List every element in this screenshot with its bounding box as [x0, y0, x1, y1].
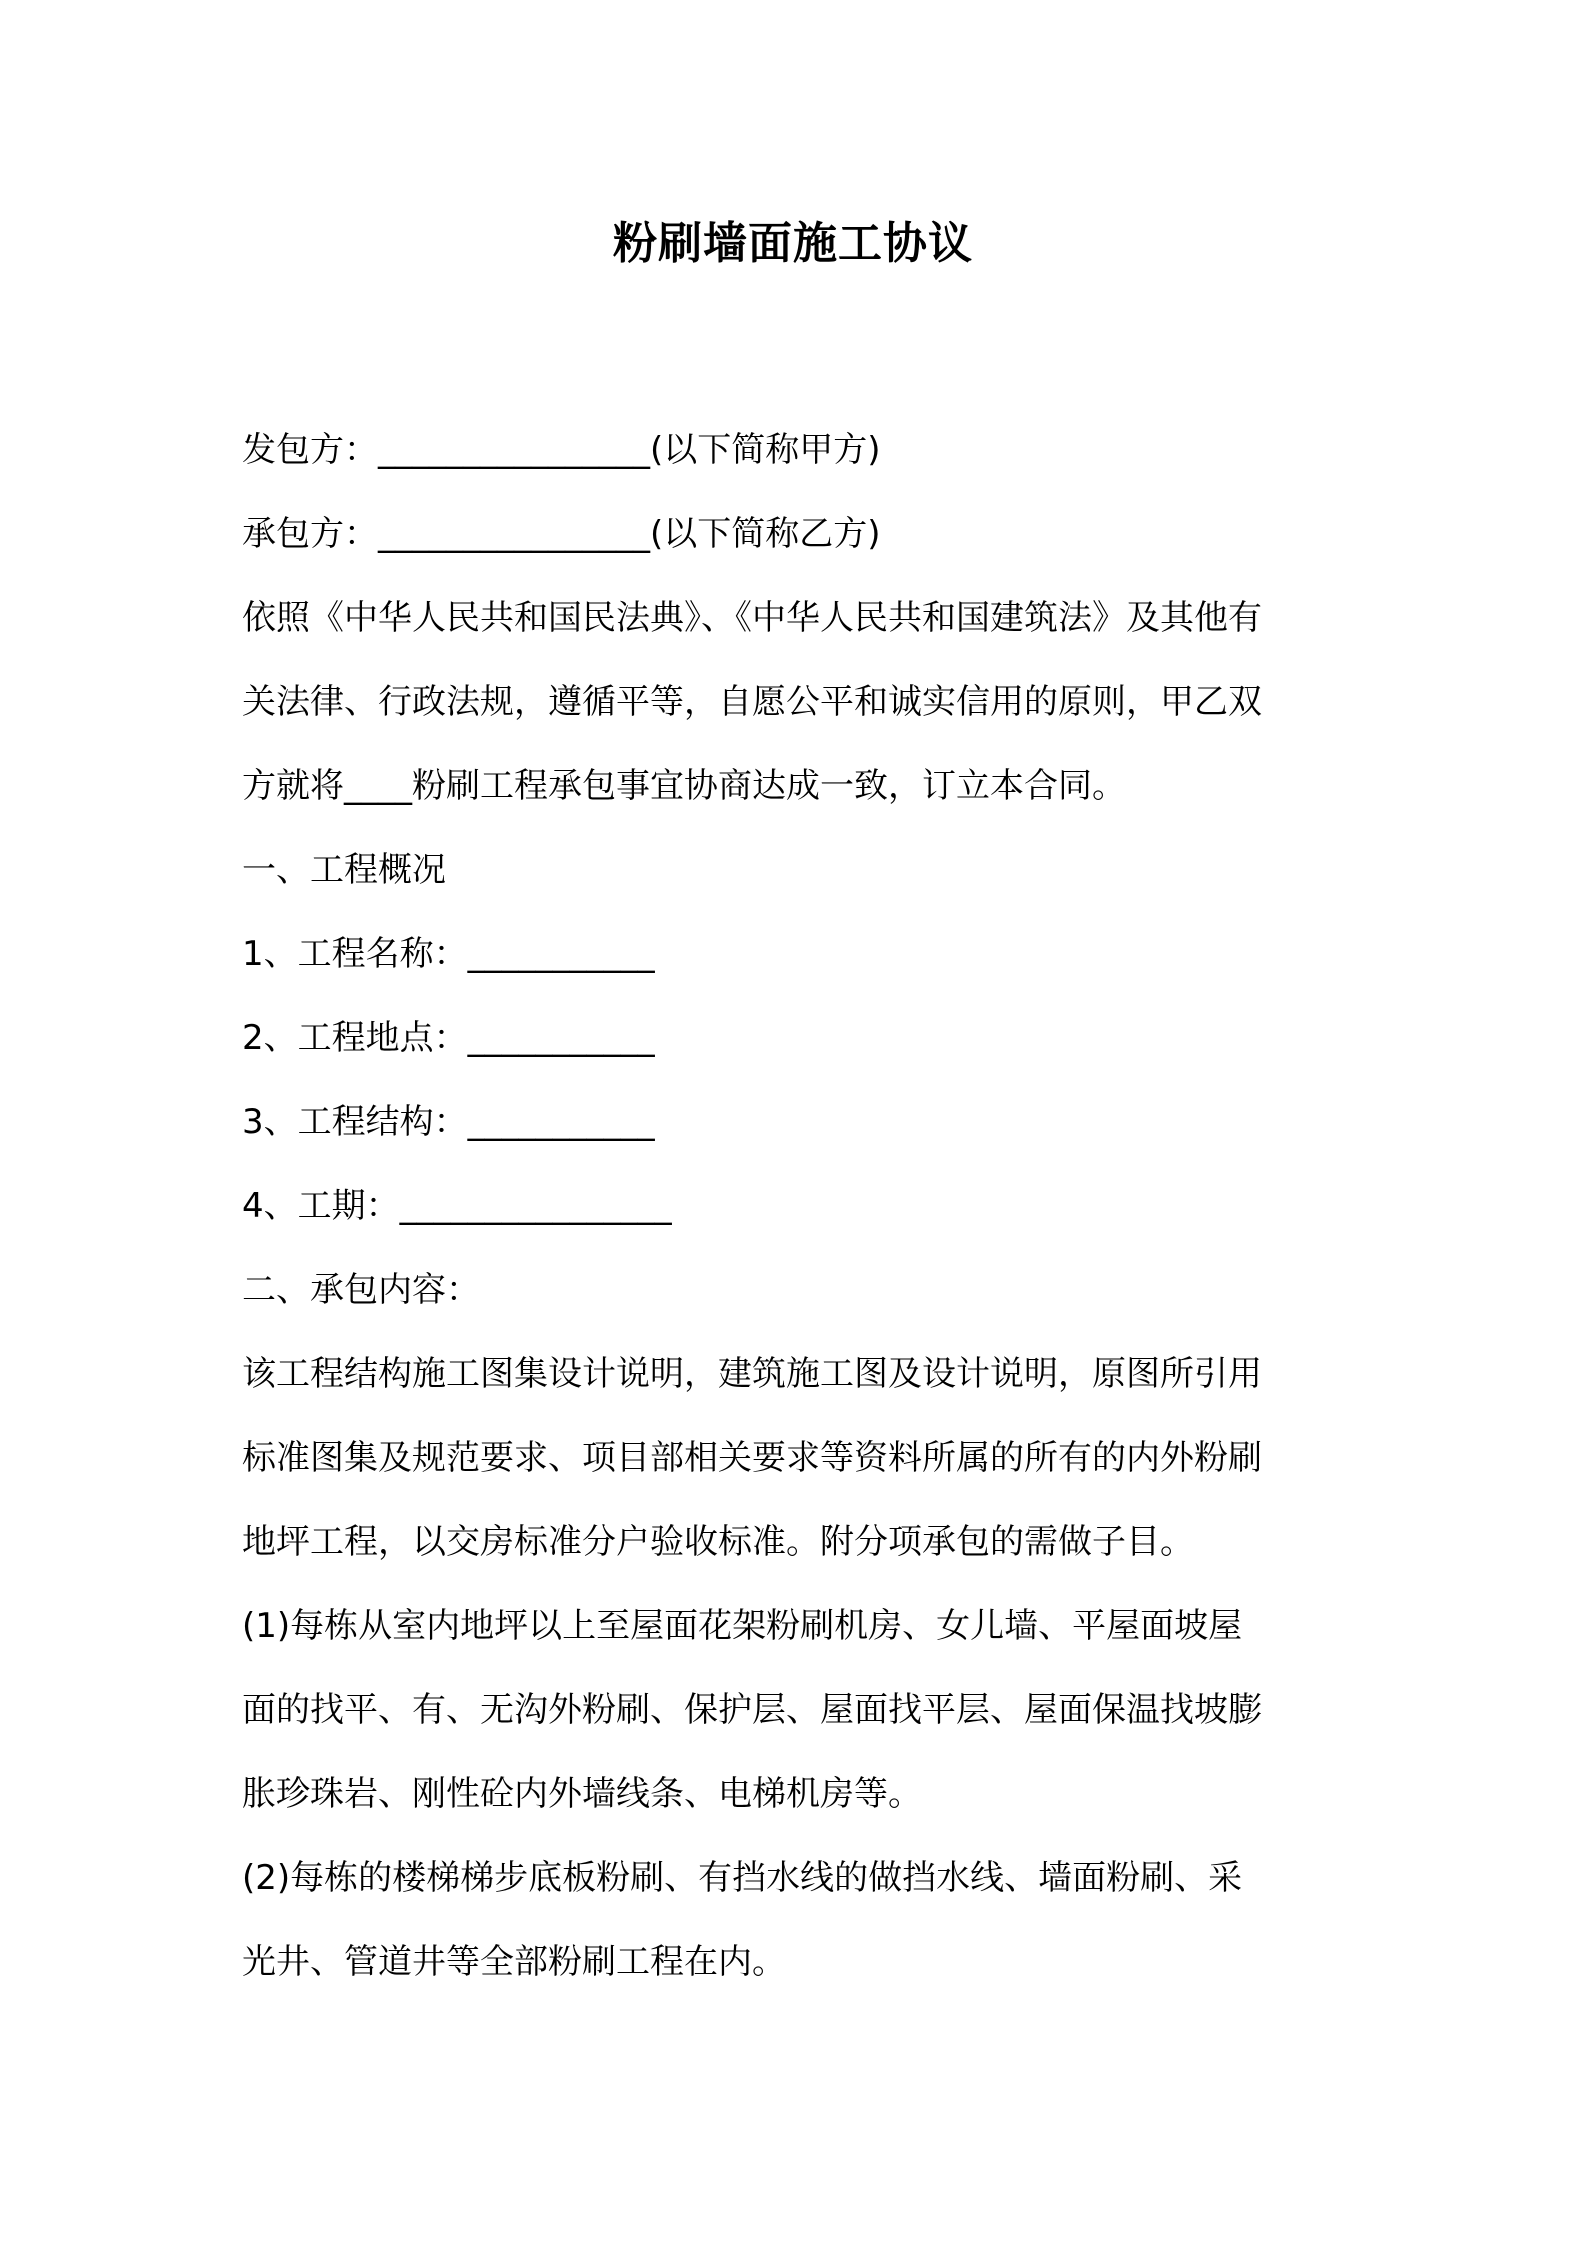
scope-item-2-line-1: (2)每栋的楼梯梯步底板粉刷、有挡水线的做挡水线、墙面粉刷、采: [242, 1858, 1243, 1898]
document-title: 粉刷墙面施工协议: [613, 218, 973, 269]
party-b-line: 承包方：________________(以下简称乙方): [242, 514, 881, 554]
scope-item-2-line-2: 光井、管道井等全部粉刷工程在内。: [242, 1942, 786, 1982]
scope-item-1-line-2: 面的找平、有、无沟外粉刷、保护层、屋面找平层、屋面保温找坡膨: [242, 1690, 1262, 1730]
preamble-line-1: 依照《中华人民共和国民法典》、《中华人民共和国建筑法》及其他有: [242, 598, 1262, 638]
party-a-line: 发包方：________________(以下简称甲方): [242, 430, 881, 470]
scope-item-1-line-1: (1)每栋从室内地坪以上至屋面花架粉刷机房、女儿墙、平屋面坡屋: [242, 1606, 1243, 1646]
scope-paragraph-line-1: 该工程结构施工图集设计说明，建筑施工图及设计说明，原图所引用: [242, 1354, 1262, 1394]
project-duration-line: 4、工期：________________: [242, 1186, 672, 1226]
preamble-line-2: 关法律、行政法规，遵循平等，自愿公平和诚实信用的原则，甲乙双: [242, 682, 1262, 722]
preamble-line-3: 方就将____粉刷工程承包事宜协商达成一致，订立本合同。: [242, 766, 1126, 806]
project-name-line: 1、工程名称：___________: [242, 934, 655, 974]
section-heading-scope: 二、承包内容：: [242, 1270, 480, 1310]
document-body: [242, 408, 1362, 2004]
scope-paragraph-line-2: 标准图集及规范要求、项目部相关要求等资料所属的所有的内外粉刷: [242, 1438, 1262, 1478]
scope-paragraph-line-3: 地坪工程，以交房标准分户验收标准。附分项承包的需做子目。: [242, 1522, 1194, 1562]
scope-item-1-line-3: 胀珍珠岩、刚性砼内外墙线条、电梯机房等。: [242, 1774, 922, 1814]
project-structure-line: 3、工程结构：___________: [242, 1102, 655, 1142]
section-heading-project-overview: 一、工程概况: [242, 850, 446, 890]
project-location-line: 2、工程地点：___________: [242, 1018, 655, 1058]
